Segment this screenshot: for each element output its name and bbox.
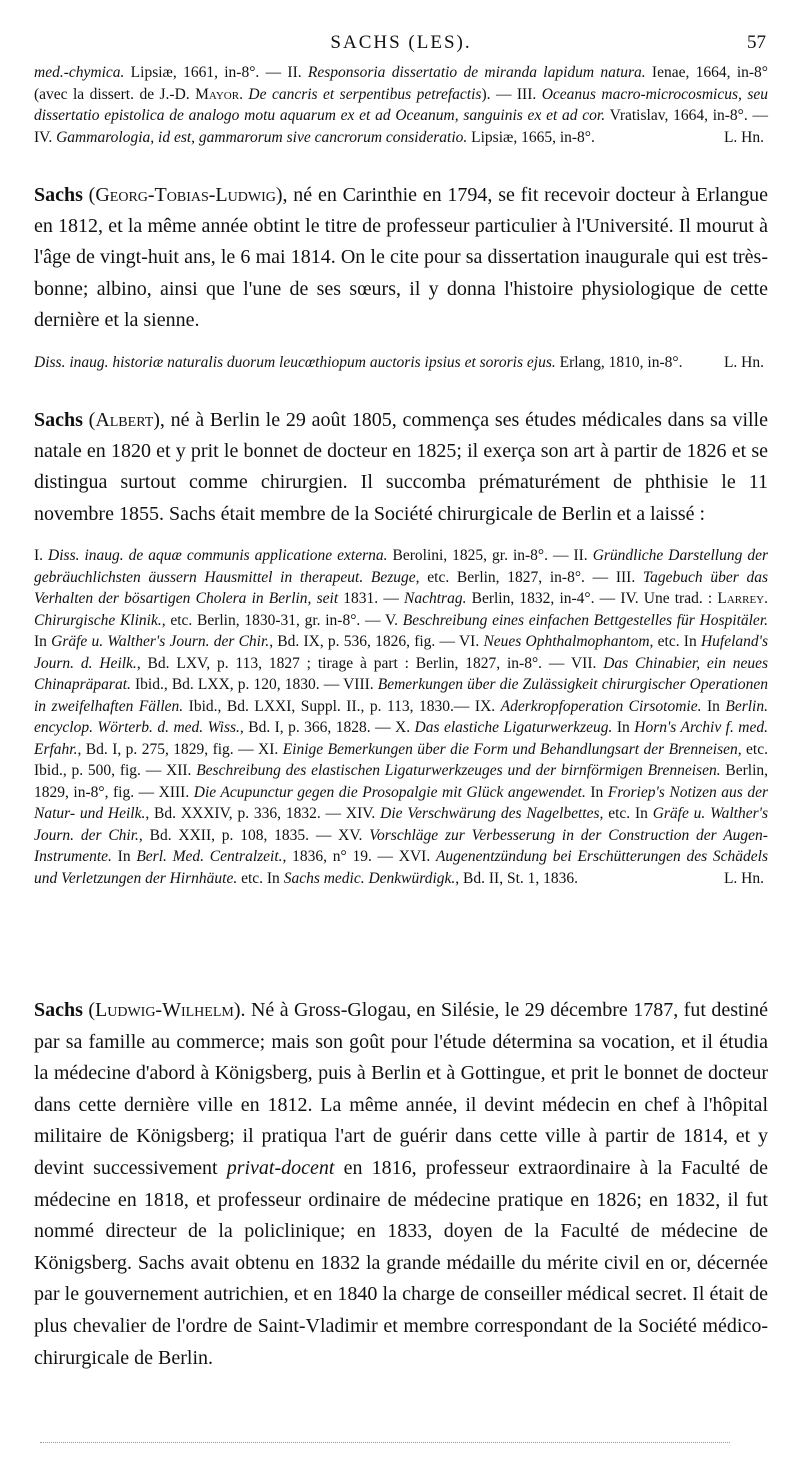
entry-first-names: (Albert): [82, 409, 160, 431]
text-run: , 1836, n° 19. — XVI.: [282, 848, 436, 865]
text-run: Gründliche Darstellung der gebräuchlichsten äussern Hausmittel in therapeut. Bezuge,: [34, 547, 768, 586]
text-run: Berlin, 1829, in-8°, fig. — XIII.: [34, 762, 769, 801]
text-run: Ienae, 1664, in-8° (avec la dissert. de J.-D.: [34, 64, 769, 103]
text-run: Diss. inaug. historiæ naturalis duorum leucœthiopum auctoris ipsius et sororis ejus.: [34, 354, 556, 371]
entry-ludwig: [34, 995, 768, 1374]
text-run: Diss. inaug. de aquæ communis applicatione externa.: [48, 547, 388, 564]
text-run: Sachs medic. Denkwürdigk.: [283, 869, 456, 887]
text-run: Berl. Med. Centralzeit.: [136, 848, 283, 865]
text-run: Bemerkungen über die Zulässigkeit chirurgischer Operationen in zweifelhaften Fällen.: [34, 676, 768, 715]
text-run: etc. In: [237, 869, 284, 887]
signature: L. Hn.: [723, 354, 764, 371]
text-run: med.-chymica.: [34, 64, 125, 81]
text-run: Vratislav, 1664, in-8°. —IV.: [34, 107, 768, 146]
entry-georg: [34, 180, 768, 336]
text-run: Hufeland's Journ. d. Heilk.: [34, 633, 768, 672]
text-run: Chirurgische Klinik.,: [34, 611, 166, 629]
text-run: etc. Ibid., p. 500, fig. — XII.: [34, 740, 768, 779]
entry-albert: [34, 405, 768, 530]
text-run: Berlin. encyclop. Wörterb. d. med. Wiss.: [34, 697, 768, 736]
text-run: etc. In: [603, 805, 653, 822]
text-run: .: [239, 85, 249, 103]
text-run: Froriep's Notizen aus der Natur- und Heilk.: [34, 783, 768, 822]
text-run: Lipsiæ, 1665, in-8°.: [467, 128, 595, 146]
entry-name: Sachs: [34, 184, 83, 206]
entry-first-names: (Georg-Tobias-Ludwig): [82, 184, 283, 206]
entry-name: Sachs: [34, 409, 83, 431]
entry-name: Sachs: [34, 999, 83, 1021]
text-run: Erlang, 1810, in-8°.: [555, 354, 683, 371]
entry-body: en 1816, professeur extraordinaire à la Faculté de médecine en 1818, et professeur ordinaire de médecine pratique en 1826; en 1832, il fut nommé directeur de la policlinique; en 1833, doyen de la Faculté de médecine de Königsberg. Sachs avait obtenu en 1832 la grande médaille du mérite civil en or, décernée par le gouvernement autrichien, et en 1840 la charge de conseiller médical secret. Il était de plus chevalier de l'ordre de Saint-Vladimir et membre correspondant de la Société médico-chirurgicale de Berlin.: [34, 1156, 768, 1369]
text-run: Berolini, 1825, gr. in-8°. — II.: [387, 547, 593, 564]
text-run: Gräfe u. Walther's Journ. der Chir.: [51, 633, 270, 650]
entry-body: . Né à Gross-Glogau, en Silésie, le 29 décembre 1787, fut destiné par sa famille au commerce; mais son goût pour l'étude détermina sa vocation, et il étudia la médecine d'abord à Königsberg, puis à Berlin et à Gottingue, et prit le bonnet de docteur dans cette dernière ville en 1812. La même année, il devint médecin en chef à l'hôpital militaire de Königsberg; il pratiqua l'art de guérir dans cette ville à partir de 1814, et y devint successivement: [34, 999, 768, 1179]
text-run: In: [111, 848, 137, 865]
text-run: Berlin, 1832, in-4°. — IV. Une trad. :: [466, 590, 718, 607]
text-run: Beschreibung des elastischen Ligaturwerkzeuges und der birnförmigen Brenneisen.: [196, 762, 721, 779]
running-header: [34, 32, 768, 56]
albert-bibliography: [34, 545, 768, 889]
text-run: , Bd. I, p. 366, 1828. — X.: [239, 719, 415, 736]
text-run: Horn's Archiv f. med. Erfahr.: [34, 719, 768, 758]
text-run: De cancris et serpentibus petrefactis: [248, 85, 482, 103]
text-run: .: [764, 590, 768, 607]
text-run: Gräfe u. Walther's Journ. der Chir.: [34, 805, 768, 844]
text-run: Neues Ophthalmophantom,: [483, 633, 654, 650]
text-run: , Bd. LXV, p. 113, 1827 ; tirage à part : Berlin, 1827, in-8°. — VII.: [136, 654, 604, 672]
text-run: Nachtrag.: [404, 590, 467, 607]
text-run: , Bd. I, p. 275, 1829, fig. — XI.: [77, 740, 283, 758]
entry-body: , né en Carinthie en 1794, se fit recevoir docteur à Erlangue en 1812, et la même année obtint le titre de professeur particulier à l'Université. Il mourut à l'âge de vingt-huit ans, le 6 mai 1814. On le cite pour sa dissertation inaugurale qui est très-bonne; albino, ainsi que l'une de ses sœurs, il y donna l'histoire physiologique de cette dernière et la sienne.: [34, 184, 769, 331]
entry-continuation: [34, 62, 768, 148]
text-run: I.: [34, 547, 49, 564]
text-run: Beschreibung eines einfachen Bettgestelles für Hospitäler.: [402, 611, 769, 629]
text-run: In: [612, 719, 635, 736]
text-run: In: [585, 783, 608, 801]
text-run: , Bd. XXXIV, p. 336, 1832. — XIV.: [145, 805, 381, 822]
text-run: Ibid., Bd. LXX, p. 120, 1830. — VIII.: [130, 676, 378, 693]
page-number: 57: [747, 32, 766, 53]
author-name: Mayor: [195, 85, 240, 103]
text-run: In: [701, 697, 726, 715]
text-run: , Bd. XXII, p. 108, 1835. — XV.: [138, 826, 370, 844]
text-run: ). — III.: [481, 85, 542, 103]
footer-rule: [40, 1442, 730, 1443]
author-name: Larrey: [717, 590, 765, 607]
running-title: SACHS (LES).: [330, 32, 472, 53]
signature: L. Hn.: [723, 128, 764, 146]
document-page: [34, 0, 768, 1480]
entry-first-names: (Ludwig-Wilhelm): [82, 999, 241, 1021]
text-run: Das Chinabier, ein neues Chinapräparat.: [34, 654, 768, 693]
text-run: Responsoria dissertatio de miranda lapidum natura.: [307, 64, 646, 81]
entry-body: , né à Berlin le 29 août 1805, commença ses études médicales dans sa ville natale en 1820 et y prit le bonnet de docteur en 1825; il exerça son art à partir de 1826 et se distingua surtout comme chirurgien. Il succomba prématurément de phthisie le 11 novembre 1855. Sachs était membre de la Société chirurgicale de Berlin et a laissé :: [34, 409, 768, 525]
text-run: Gammarologia, id est, gammarorum sive cancrorum consideratio.: [56, 128, 468, 146]
text-run: Die Verschwärung des Nagelbettes,: [380, 805, 604, 822]
text-run: Das elastiche Ligaturwerkzeug.: [414, 719, 613, 736]
text-run: privat-docent: [226, 1156, 335, 1179]
text-run: Einige Bemerkungen über die Form und Behandlungsart der Brenneisen,: [282, 740, 742, 758]
text-run: 1831. —: [338, 590, 405, 607]
text-run: etc. Berlin, 1827, in-8°. — III.: [419, 568, 643, 586]
text-run: Lipsiæ, 1661, in-8°. — II.: [124, 64, 308, 81]
text-run: etc. In: [653, 633, 701, 650]
text-run: Vorschläge zur Verbesserung in der Construction der Augen-Instrumente.: [34, 826, 768, 865]
text-run: , Bd. IX, p. 536, 1826, fig. — VI.: [269, 633, 484, 650]
text-run: Die Acupunctur gegen die Prosopalgie mit Glück angewendet.: [193, 783, 586, 801]
text-run: Aderkropfoperation Cirsotomie.: [500, 697, 702, 715]
text-run: In: [34, 633, 52, 650]
text-run: Tagebuch über das Verhalten der bösartigen Cholera in Berlin, seit: [34, 568, 768, 607]
text-run: Ibid., Bd. LXXI, Suppl. II., p. 113, 1830.— IX.: [183, 697, 501, 715]
signature: L. Hn.: [723, 869, 764, 887]
text-run: , Bd. II, St. 1, 1836.: [455, 869, 579, 887]
text-run: Augenentzündung bei Erschütterungen des Schädels und Verletzungen der Hirnhäute.: [34, 848, 768, 887]
text-run: Oceanus macro-microcosmicus, seu dissertatio epistolica de analogo motu aquarum ex et ad Oceanum, sanguinis ex et ad cor.: [34, 85, 768, 124]
text-run: etc. Berlin, 1830-31, gr. in-8°. — V.: [165, 611, 403, 629]
georg-bibliography: [34, 352, 768, 374]
